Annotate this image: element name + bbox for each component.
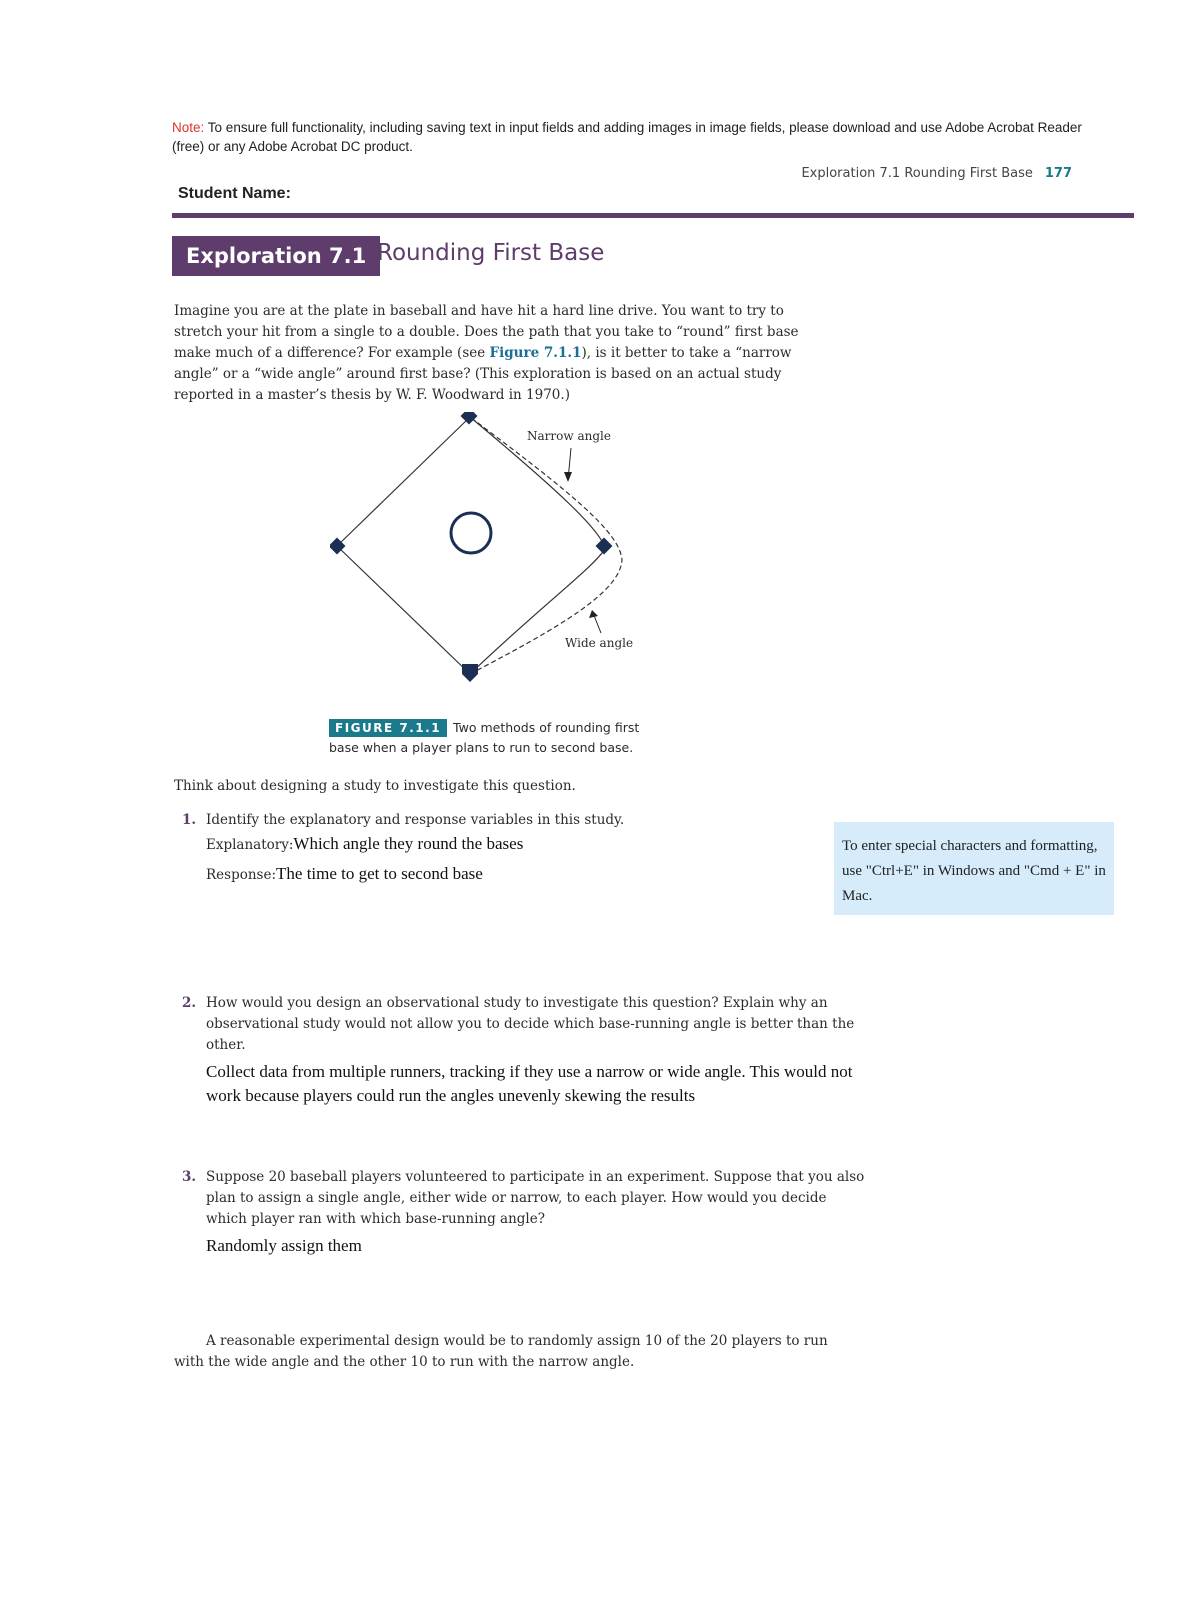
page-number: 177 <box>1044 166 1072 181</box>
narrow-arrowhead <box>564 472 572 482</box>
pitchers-mound <box>451 513 491 553</box>
intro-paragraph <box>174 301 824 406</box>
figure-caption-text: Two methods of rounding first base when a player plans to run to second base. <box>329 720 640 755</box>
acrobat-note <box>172 118 1082 156</box>
question-1-number: 1. <box>182 812 197 828</box>
wide-angle-label: Wide angle <box>565 636 634 650</box>
response-label: Response: <box>206 867 277 883</box>
think-paragraph: Think about designing a study to investigate this question. <box>174 778 576 794</box>
question-2 <box>182 993 866 1108</box>
figure-caption <box>329 718 669 758</box>
question-3-text: Suppose 20 baseball players volunteered to participate in an experiment. Suppose that you also plan to assign a single angle, either wide or narrow, to each player. How would you decide which player ran with which base-running angle? <box>206 1169 865 1227</box>
baseball-diamond-diagram <box>330 412 660 702</box>
question-2-number: 2. <box>182 995 197 1011</box>
student-name-field[interactable]: Student Name: <box>178 185 291 202</box>
question-3-number: 3. <box>182 1169 197 1185</box>
home-plate <box>462 664 478 682</box>
second-base <box>461 412 478 424</box>
explanatory-input[interactable]: Which angle they round the bases <box>293 834 524 853</box>
question-2-text: How would you design an observational study to investigate this question? Explain why an observational study would not allow you to decide which base-running angle is better than the other. <box>206 995 855 1053</box>
note-text: To ensure full functionality, including saving text in input fields and adding images in image fields, please download and use Adobe Acrobat Reader (free) or any Adobe Acrobat DC product. <box>172 120 1082 154</box>
intro-text-1: Imagine you are at the plate in baseball and have hit a hard line drive. You want to try to stretch your hit from a single to a double. Does the path that you take to “round” first base make much of a difference? For example (see <box>174 303 799 361</box>
question-2-answer-input[interactable]: Collect data from multiple runners, tracking if they use a narrow or wide angle. This would not work because players could run the angles unevenly skewing the results <box>206 1062 853 1105</box>
question-3 <box>182 1167 866 1258</box>
response-row <box>206 862 483 886</box>
header-rule <box>172 213 1134 218</box>
explanatory-row <box>206 832 523 856</box>
special-characters-callout: To enter special characters and formatting, use "Ctrl+E" in Windows and "Cmd + E" in Mac. <box>834 822 1114 915</box>
intro-text-2: ), is it better to take a “narrow angle” or a “wide angle” around first base? (This exploration is based on an actual study reported in a master’s thesis by W. F. Woodward in 1970.) <box>174 345 792 403</box>
figure-caption-label: FIGURE 7.1.1 <box>329 719 447 737</box>
explanatory-label: Explanatory: <box>206 837 294 853</box>
first-base <box>596 538 613 555</box>
response-input[interactable]: The time to get to second base <box>276 864 483 883</box>
page-title: Rounding First Base <box>377 240 605 266</box>
question-1-text: Identify the explanatory and response variables in this study. <box>206 812 625 828</box>
running-head-title: Exploration 7.1 Rounding First Base <box>801 166 1033 181</box>
question-1 <box>182 810 866 831</box>
question-3-answer-input[interactable]: Randomly assign them <box>206 1236 362 1255</box>
closing-paragraph: A reasonable experimental design would be to randomly assign 10 of the 20 players to run with the wide angle and the other 10 to run with the narrow angle. <box>174 1333 828 1370</box>
exploration-number-box: Exploration 7.1 <box>172 236 380 276</box>
wide-arrowhead <box>589 610 598 618</box>
narrow-angle-label: Narrow angle <box>527 429 611 443</box>
third-to-second-line <box>337 417 470 546</box>
home-to-third-line <box>337 546 470 674</box>
note-label: Note: <box>172 120 205 135</box>
figure-reference-link[interactable]: Figure 7.1.1 <box>489 345 582 361</box>
running-head <box>801 166 1072 181</box>
